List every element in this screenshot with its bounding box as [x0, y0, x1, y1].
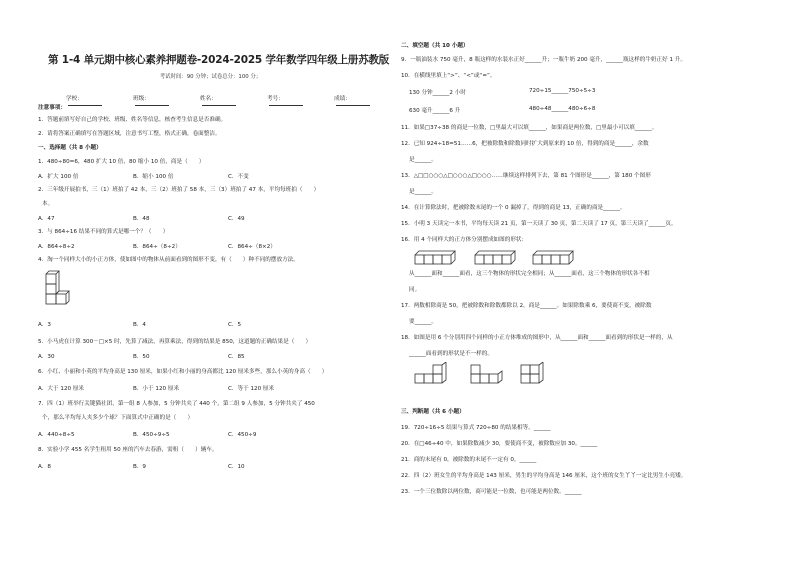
question-16: 16．用 4 个同样大的正方体分别摆成如图的形状：	[401, 237, 528, 243]
q7-options	[38, 430, 323, 438]
question-15: 15．小明 3 天读完一本书，平均每天读 21 页，第一天读了 30 页，第二天读了 17 页，第三天读了______页。	[401, 221, 677, 227]
q4-options	[38, 320, 323, 328]
question-21: 21．商的末尾有 0，被除数的末尾不一定有 0。______	[401, 457, 537, 463]
question-7-cont: 个，那么平均每人夹多少个球？下面算式中正确的是（ ）	[42, 415, 194, 421]
question-11: 11．如果□37÷38 的商是一位数，□里最大可以填______，如果商是两位数，□里最小可以填______。	[401, 125, 658, 131]
q7-option-b[interactable]: B．450÷9÷5	[133, 432, 170, 438]
question-23: 23．一个三位数除以两位数，商可能是一位数，也可能是两位数。______	[401, 489, 582, 495]
question-22: 22．四（2）班女生的平均身高是 143 厘米，男生的平均身高是 146 厘米，这个班的女生丫丫一定比男生小亮矮。	[401, 473, 687, 479]
field-score[interactable]: 成绩：	[334, 94, 383, 108]
q8-option-c[interactable]: C．10	[228, 464, 245, 470]
question-9: 9．一瓶油装水 750 毫升，8 瓶这样的水装水正好______升；一瓶牛奶 200 毫升，______瓶这样的牛奶正好 1 升。	[401, 57, 687, 63]
question-13-cont: 是______。	[409, 189, 437, 195]
q3-option-b[interactable]: B．864÷（8÷2）	[133, 244, 181, 250]
q10-item-1[interactable]: 130 分钟______2 小时	[409, 90, 466, 96]
question-7: 7．四（1）班举行关键猫社团，第一组 8 人参加，5 分钟共夹了 440 个，第二组 9 人参加，5 分钟共夹了 450	[38, 401, 315, 407]
question-17: 17．两数相除商是 50，把被除数和除数都除以 2，商是______。如果除数乘 6，要使商不变，被除数	[401, 303, 652, 309]
field-exam-no[interactable]: 考号：	[267, 94, 316, 108]
question-1: 1．480÷80=6，480 扩大 10 倍，80 缩小 10 倍，商是（ ）	[38, 159, 205, 165]
q1-option-a[interactable]: A．扩大 100 倍	[38, 174, 79, 180]
q10-item-2[interactable]: 720÷15______750÷5÷3	[529, 88, 596, 94]
q2-options	[38, 214, 323, 222]
question-6: 6．小红、小丽和小英的平均身高是 130 厘米，如果小红和小丽的身高都比 120 厘米多些，那么小英的身高（ ）	[38, 369, 328, 375]
question-2: 2．三年级开展拍书，三（1）班拍了 42 本，三（2）班拍了 58 本，三（3）班拍了 47 本，平均每班拍（ ）	[38, 187, 320, 193]
q5-option-b[interactable]: B．50	[133, 354, 150, 360]
q10-row-2	[409, 106, 669, 114]
question-10: 10．在横线里填上“>”、“<”或“=”。	[401, 73, 496, 79]
q18-shapes-figure	[413, 362, 553, 388]
q4-cube-figure	[44, 268, 70, 310]
question-8: 8．实验小学 455 名学生租用 50 座的汽车去春游，需租（ ）辆车。	[38, 447, 218, 453]
notes-title: 注意事项：	[38, 105, 66, 111]
exam-title: 第 1-4 单元期中核心素养押题卷-2024-2025 学年数学四年级上册苏教版	[48, 54, 390, 66]
question-17-cont: 要______。	[409, 319, 437, 325]
q7-option-a[interactable]: A．440÷8÷5	[38, 432, 75, 438]
q10-item-3[interactable]: 630 毫升______6 升	[409, 108, 461, 114]
q6-option-c[interactable]: C．等于 120 厘米	[228, 386, 275, 392]
question-20: 20．在□46÷40 中，如果除数减少 30，要使商不变，被除数应加 30。______	[401, 441, 598, 447]
q4-option-b[interactable]: B．4	[133, 322, 146, 328]
question-2-cont: 本。	[42, 201, 54, 207]
exam-meta: 考试时间：90 分钟；试卷总分：100 分；	[159, 74, 262, 80]
q5-option-a[interactable]: A．30	[38, 354, 55, 360]
field-class[interactable]: 班级：	[133, 94, 182, 108]
q6-option-b[interactable]: B．小于 120 厘米	[133, 386, 180, 392]
q3-options	[38, 242, 323, 250]
question-5: 5．小马虎在计算 300－□×5 时，先算了减法，再算乘法，得到的结果是 850，这道题的正确结果是（ ）	[38, 339, 312, 345]
student-fields	[66, 94, 383, 108]
q1-options	[38, 172, 323, 180]
q5-options	[38, 352, 323, 360]
question-3: 3．与 864÷16 结果不同的算式是哪一个？（ ）	[38, 229, 169, 235]
question-12-cont: 是______。	[409, 157, 437, 163]
question-18: 18．如图是用 6 个分别用四个同样的小正方体堆成的图形中，从______面和______面看到的形状是一样的，从	[401, 335, 673, 341]
field-school[interactable]: 学校：	[66, 94, 115, 108]
q7-option-c[interactable]: C．450÷9	[228, 432, 257, 438]
q8-options	[38, 462, 323, 470]
section-fill: 二、填空题（共 10 小题）	[401, 43, 469, 49]
question-16-cont: 从______面和______面看，这三个物体的形状完全相同；从______面看，这三个物体的形状各不相	[409, 271, 650, 277]
q4-option-c[interactable]: C．5	[228, 322, 242, 328]
question-12: 12．已知 924÷18=51……6，把被除数和除数同时扩大到原来的 10 倍，得到的商是______，余数	[401, 141, 649, 147]
q1-option-c[interactable]: C．不变	[228, 174, 249, 180]
q3-option-a[interactable]: A．864÷8÷2	[38, 244, 75, 250]
q10-row-1	[409, 88, 669, 96]
q3-option-c[interactable]: C．864÷（8×2）	[228, 244, 276, 250]
q6-option-a[interactable]: A．大于 120 厘米	[38, 386, 85, 392]
q2-option-b[interactable]: B．48	[133, 216, 150, 222]
field-name[interactable]: 姓名：	[200, 94, 249, 108]
section-judge: 三、判断题（共 6 小题）	[401, 409, 465, 415]
q8-option-b[interactable]: B．9	[133, 464, 146, 470]
question-14: 14．在计算除法时，把被除数末尾的一个 0 漏掉了，得到的商是 13，正确的商是______。	[401, 205, 626, 211]
note-1: 1．答题前填写好自己的学校、班级、姓名等信息，核查考生信息是否准确。	[38, 117, 227, 123]
q6-options	[38, 384, 323, 392]
q5-option-c[interactable]: C．85	[228, 354, 245, 360]
question-13: 13．△□□○○○△□○○○△□○○○……继续这样排列下去，第 81 个图形是______，第 180 个图形	[401, 173, 651, 179]
q8-option-a[interactable]: A．8	[38, 464, 51, 470]
q2-option-a[interactable]: A．47	[38, 216, 55, 222]
question-4: 4．淘一个同样大小的小正方体，使如图中的物体从前面看到的图形不变，有（ ）种不同的摆放方法。	[38, 257, 299, 263]
question-18-cont: ______面看到的形状是不一样的。	[409, 351, 493, 357]
note-2: 2．请将答案正确填写在答题区域，注意书写工整，格式正确，卷面整洁。	[38, 131, 221, 137]
q2-option-c[interactable]: C．49	[228, 216, 245, 222]
q4-option-a[interactable]: A．3	[38, 322, 51, 328]
section-choice: 一、选择题（共 8 小题）	[38, 145, 102, 151]
q10-item-4[interactable]: 480÷48______480÷6÷8	[529, 106, 596, 112]
question-16-cont-2: 同。	[409, 287, 421, 293]
question-19: 19．720÷16÷5 结果与算式 720÷80 的结果相等。______	[401, 425, 551, 431]
q1-option-b[interactable]: B．缩小 100 倍	[133, 174, 174, 180]
q16-shapes-figure	[413, 247, 583, 269]
